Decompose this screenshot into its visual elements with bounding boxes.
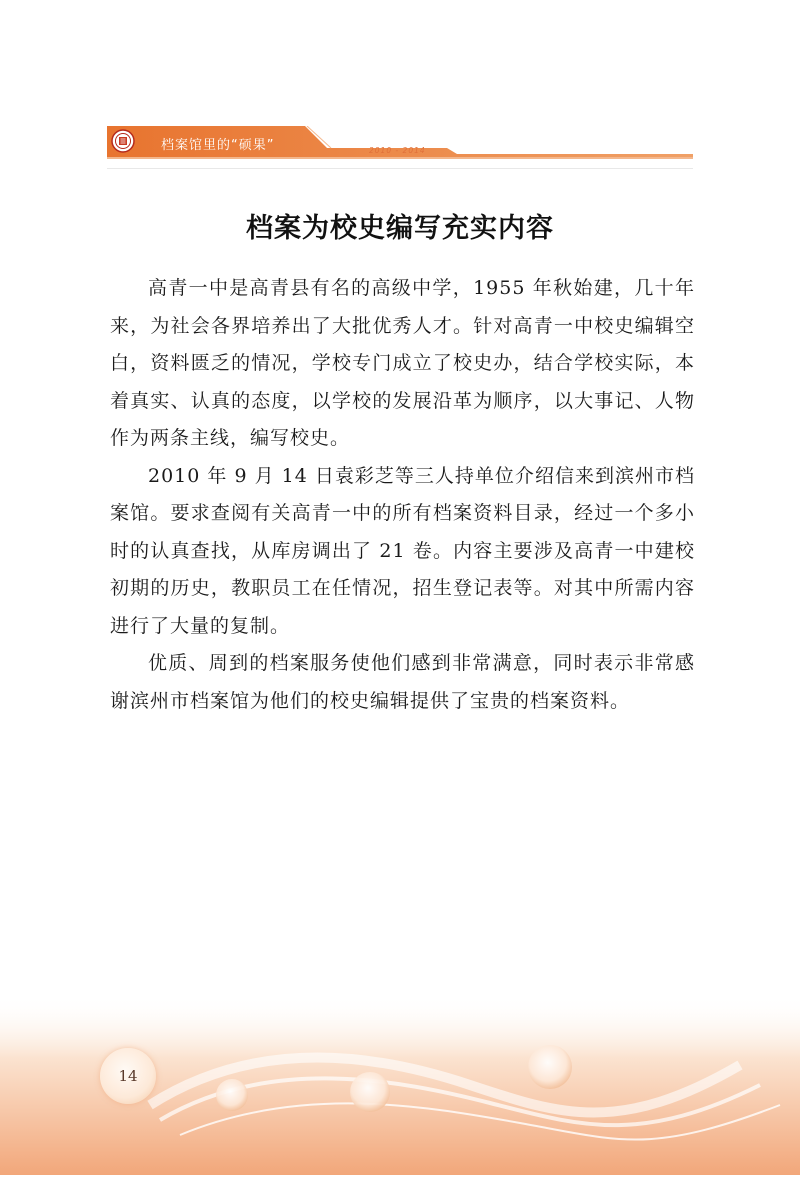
page-number: 14 [100, 1048, 156, 1104]
header-years: 2010 - 2014 [369, 146, 426, 155]
decorative-bubble [216, 1079, 248, 1111]
decorative-bubble [528, 1045, 572, 1089]
header-title: 档案馆里的“硕果” [161, 138, 275, 153]
paragraph: 高青一中是高青县有名的高级中学，1955 年秋始建，几十年来，为社会各界培养出了大批优秀人才。针对高青一中校史编辑空白，资料匮乏的情况，学校专门成立了校史办，结合学校实际，本着真实、认真的态度，以学校的发展沿革为顺序，以大事记、人物作为两条主线，编写校史。 [110, 277, 695, 449]
header-rule [107, 168, 693, 169]
article-title: 档案为校史编写充实内容 [246, 213, 554, 244]
paragraph: 2010 年 9 月 14 日袁彩芝等三人持单位介绍信来到滨州市档案馆。要求查阅有关高青一中的所有档案资料目录，经过一个多小时的认真查找，从库房调出了 21 卷。内容主要涉及高青一中建校初期的历史，教职员工在任情况，招生登记表等。对其中所需内容进行了大量的复制。 [110, 464, 695, 637]
decorative-bubble [350, 1072, 390, 1112]
article-body [110, 270, 695, 720]
header-band [107, 126, 693, 160]
paragraph: 优质、周到的档案服务使他们感到非常满意，同时表示非常感谢滨州市档案馆为他们的校史编辑提供了宝贵的档案资料。 [110, 652, 695, 712]
seal-logo-icon [111, 129, 135, 153]
